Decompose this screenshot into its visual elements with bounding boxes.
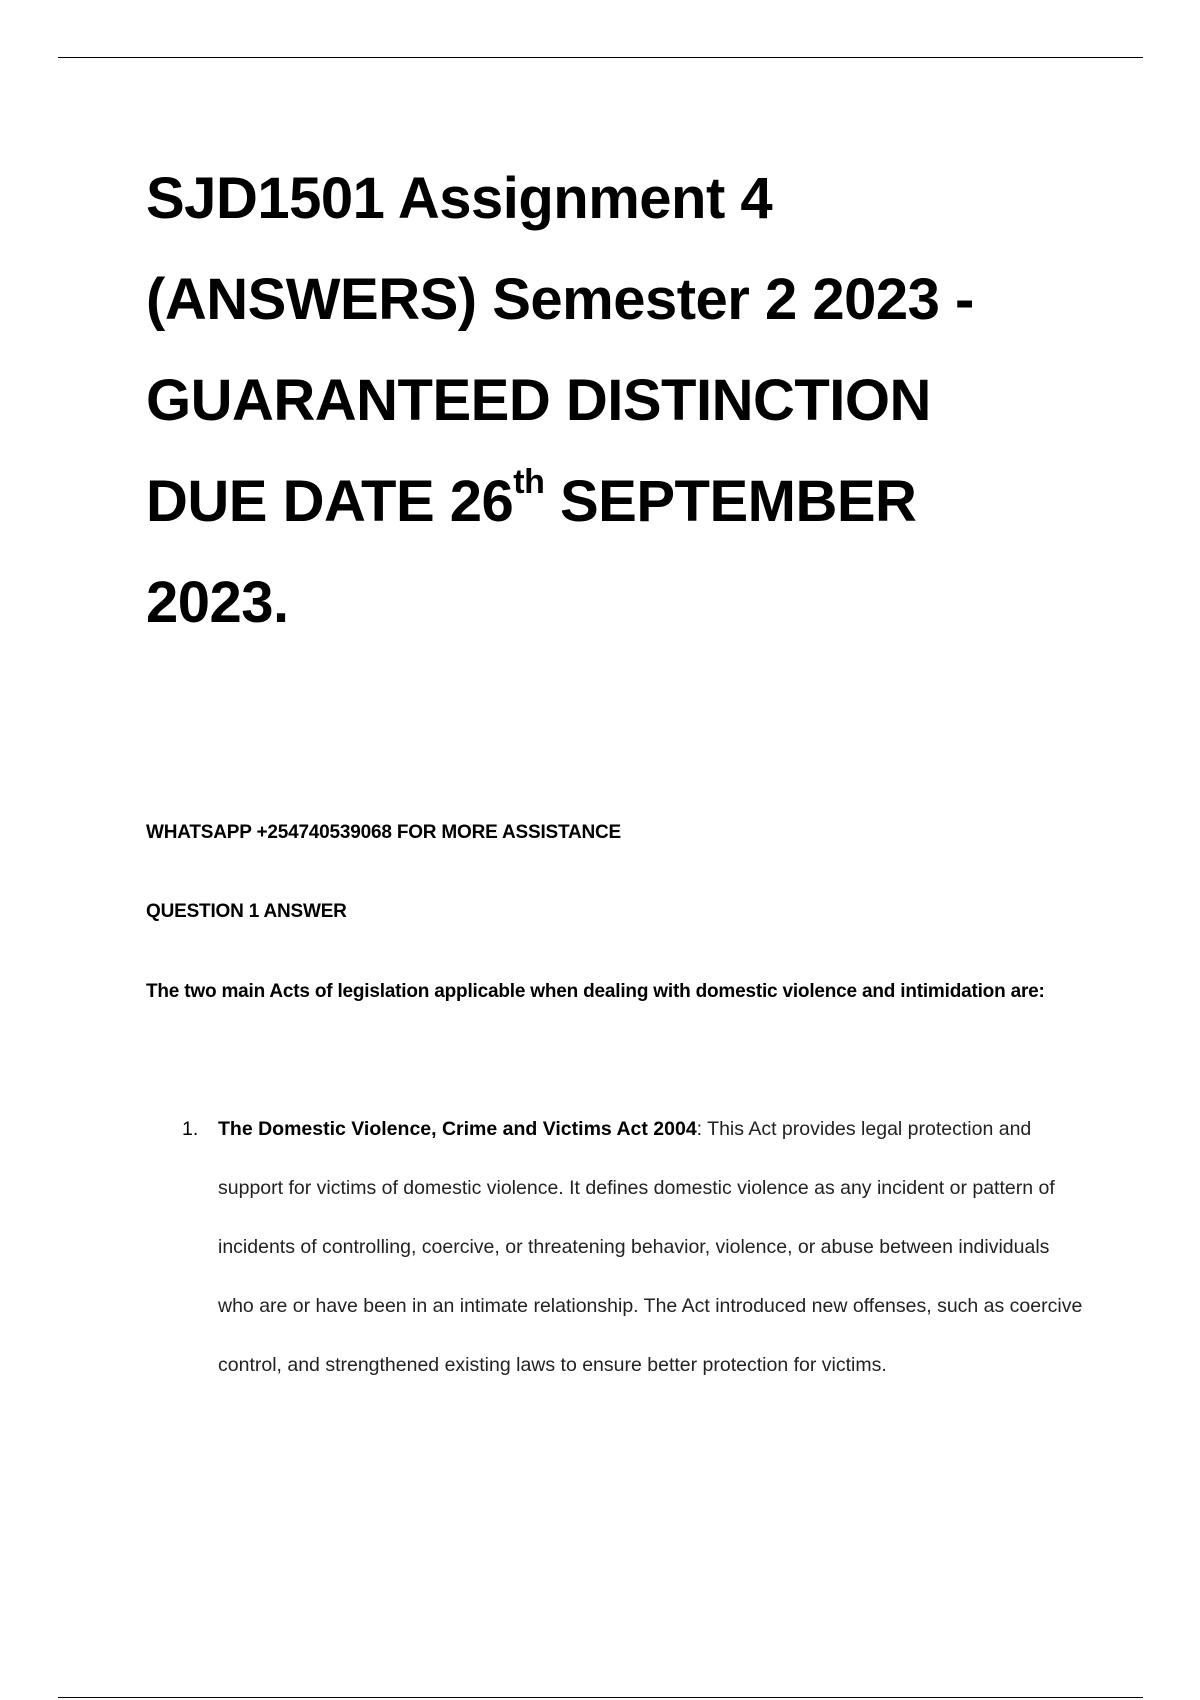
title-line-4 (146, 451, 1146, 552)
question-heading: QUESTION 1 ANSWER (146, 901, 347, 922)
due-date-suffix: SEPTEMBER (544, 469, 917, 534)
due-date-prefix: DUE DATE 26 (146, 469, 514, 534)
whatsapp-contact-line: WHATSAPP +254740539068 FOR MORE ASSISTANCE (146, 822, 622, 843)
due-date-superscript: th (513, 462, 545, 501)
list-item-number: 1. (182, 1118, 199, 1140)
title-line-3: GUARANTEED DISTINCTION (146, 368, 931, 433)
acts-list (146, 1100, 1086, 1395)
list-item-term: The Domestic Violence, Crime and Victims Act 2004 (218, 1118, 697, 1140)
document-title (146, 148, 1146, 653)
title-line-1: SJD1501 Assignment 4 (146, 166, 773, 231)
bottom-rule (58, 1697, 1143, 1698)
intro-paragraph: The two main Acts of legislation applicable when dealing with domestic violence and intimidation are: (146, 981, 1045, 1002)
title-line-5: 2023. (146, 570, 289, 635)
title-line-2: (ANSWERS) Semester 2 2023 - (146, 267, 974, 332)
list-item-body: : This Act provides legal protection and support for victims of domestic violence. It defines domestic violence as any incident or pattern of incidents of controlling, coercive, or threatening behavior, violence, or abuse between individuals who are or have been in an intimate relationship. The Act introduced new offenses, such as coercive control, and strengthened existing laws to ensure better protection for victims. (218, 1118, 1083, 1376)
top-rule (58, 57, 1143, 58)
list-item (146, 1100, 1086, 1395)
